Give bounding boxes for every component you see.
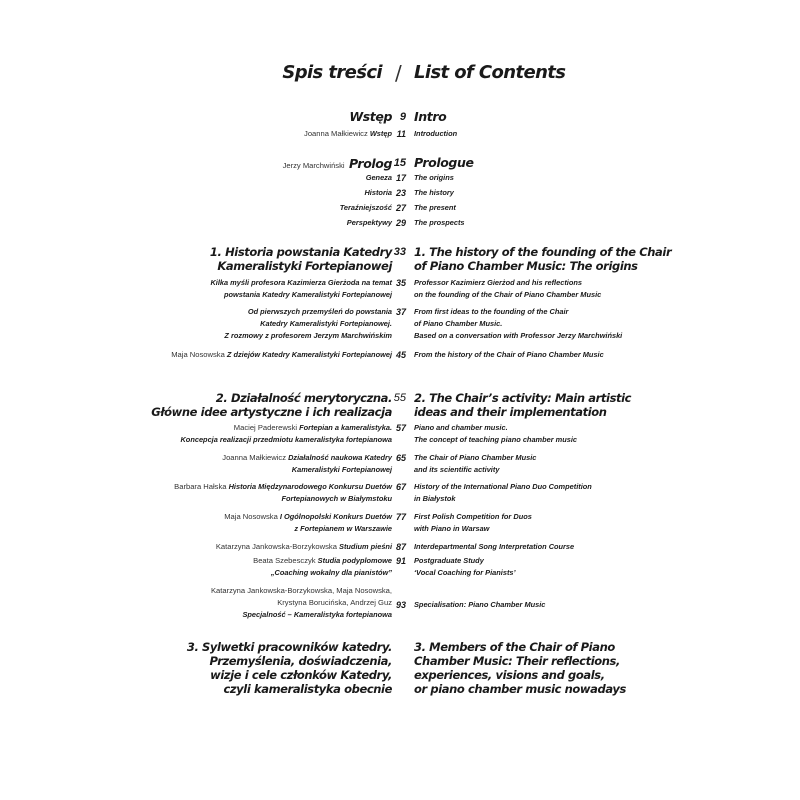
title-line: czyli kameralistyka obecnie bbox=[223, 682, 392, 696]
entry-line bbox=[180, 422, 392, 434]
title-line: 2. The Chair’s activity: Main artistic bbox=[414, 391, 632, 405]
section2-item-page: 91 bbox=[395, 556, 406, 566]
entry-line: Kameralistyki Fortepianowej bbox=[291, 465, 392, 474]
author-name: Joanna Małkiewicz bbox=[222, 453, 287, 462]
prologue-title-en: Prologue bbox=[414, 155, 474, 170]
title-line: ideas and their implementation bbox=[414, 405, 607, 419]
author-name: Katarzyna Jankowska-Borzykowska, Maja Nosowska, bbox=[210, 586, 392, 595]
section2-page: 55 bbox=[393, 392, 406, 404]
title-line: or piano chamber music nowadays bbox=[414, 682, 626, 696]
section2-item-en bbox=[414, 422, 577, 446]
entry-line: Piano and chamber music. bbox=[414, 423, 508, 432]
section2-item-pl bbox=[224, 511, 392, 535]
section2-title-en bbox=[414, 391, 631, 419]
entry-title-pl: Fortepian a kameralistyka. bbox=[299, 423, 392, 432]
entry-line bbox=[216, 541, 392, 553]
entry-line: Specjalność – Kameralistyka fortepianowa bbox=[242, 610, 392, 619]
title-polish: Spis treści bbox=[282, 62, 382, 83]
entry-line: in Białystok bbox=[414, 494, 456, 503]
entry-line: of Piano Chamber Music. bbox=[414, 319, 503, 328]
entry-line: History of the International Piano Duo Competition bbox=[414, 482, 592, 491]
entry-line: Fortepianowych w Białymstoku bbox=[281, 494, 392, 503]
section3-title-pl bbox=[187, 640, 392, 696]
section2-item-en bbox=[414, 511, 532, 535]
section2-item-pl bbox=[222, 452, 392, 476]
prologue-page: 15 bbox=[393, 157, 406, 169]
prologue-item-en: The prospects bbox=[414, 218, 465, 227]
entry-line bbox=[224, 511, 392, 523]
section2-item-en bbox=[414, 452, 536, 476]
section1-item-en bbox=[414, 277, 601, 301]
entry-title-pl: Studia podyplomowe bbox=[317, 556, 392, 565]
entry-title-pl: Wstęp bbox=[369, 129, 392, 138]
title-line: 2. Działalność merytoryczna. bbox=[215, 391, 392, 405]
section2-item-pl bbox=[174, 481, 392, 505]
section2-item-page: 65 bbox=[395, 453, 406, 463]
entry-line: Kilka myśli profesora Kazimierza Gierżoda na temat bbox=[210, 278, 392, 287]
author-name: Maja Nosowska bbox=[224, 512, 278, 521]
prologue-item-en: The present bbox=[414, 203, 456, 212]
author-name: Barbara Hałska bbox=[174, 482, 227, 491]
entry-line bbox=[253, 555, 392, 567]
intro-title-en: Intro bbox=[414, 109, 447, 124]
entry-line: with Piano in Warsaw bbox=[414, 524, 490, 533]
title-line: Przemyślenia, doświadczenia, bbox=[209, 654, 392, 668]
section2-title-pl bbox=[151, 391, 392, 419]
section1-item-page: 35 bbox=[395, 278, 406, 288]
intro-sub-page: 11 bbox=[396, 129, 406, 139]
prologue-item-pl: Perspektywy bbox=[346, 218, 392, 227]
entry-line: ‘Vocal Coaching for Pianists’ bbox=[414, 568, 516, 577]
section2-item-page: 87 bbox=[395, 542, 406, 552]
section1-item-pl bbox=[171, 349, 392, 361]
entry-line: powstania Katedry Kameralistyki Fortepianowej bbox=[224, 290, 392, 299]
author-name: Maja Nosowska bbox=[171, 350, 225, 359]
title-line: 1. The history of the founding of the Chair bbox=[414, 245, 672, 259]
title-line: Główne idee artystyczne i ich realizacja bbox=[151, 405, 392, 419]
prologue-item-page: 29 bbox=[395, 218, 406, 228]
entry-title-pl: Historia Międzynarodowego Konkursu Duetów bbox=[228, 482, 392, 491]
entry-line: The concept of teaching piano chamber music bbox=[414, 435, 578, 444]
section2-item-pl bbox=[211, 585, 392, 621]
entry-line: and its scientific activity bbox=[414, 465, 500, 474]
prologue-item-pl: Geneza bbox=[365, 173, 392, 182]
title-line: 1. Historia powstania Katedry bbox=[209, 245, 392, 259]
entry-line: „Coaching wokalny dla pianistów” bbox=[270, 568, 392, 577]
entry-line: Specialisation: Piano Chamber Music bbox=[414, 600, 546, 609]
title-line: Chamber Music: Their reflections, bbox=[414, 654, 620, 668]
section2-item-en bbox=[414, 599, 545, 611]
entry-line: Based on a conversation with Professor Jerzy Marchwiński bbox=[414, 331, 623, 340]
section1-item-page: 37 bbox=[395, 307, 406, 317]
section3-title-en bbox=[414, 640, 626, 696]
intro-title-pl: Wstęp bbox=[349, 109, 392, 124]
entry-line: First Polish Competition for Duos bbox=[414, 512, 532, 521]
section2-item-en bbox=[414, 541, 574, 553]
entry-line: z Fortepianem w Warszawie bbox=[294, 524, 392, 533]
entry-line bbox=[174, 481, 392, 493]
author-name: Joanna Małkiewicz bbox=[304, 129, 368, 138]
section2-item-en bbox=[414, 555, 516, 579]
section2-item-pl bbox=[180, 422, 392, 446]
section1-item-en bbox=[414, 306, 622, 342]
section2-item-pl bbox=[216, 541, 392, 553]
title-line: 3. Sylwetki pracowników katedry. bbox=[186, 640, 392, 654]
entry-line: Katedry Kameralistyki Fortepianowej. bbox=[260, 319, 392, 328]
entry-line: Z rozmowy z profesorem Jerzym Marchwińskim bbox=[224, 331, 392, 340]
section1-item-pl bbox=[210, 277, 392, 301]
title-line: wizje i cele członków Katedry, bbox=[210, 668, 392, 682]
author-name: Beata Szebesczyk bbox=[253, 556, 316, 565]
section1-title-en bbox=[414, 245, 671, 273]
title-line: Kameralistyki Fortepianowej bbox=[217, 259, 392, 273]
entry-title-pl: Studium pieśni bbox=[339, 542, 392, 551]
section1-item-page: 45 bbox=[395, 350, 406, 360]
prologue-item-pl: Historia bbox=[364, 188, 392, 197]
section1-title-pl bbox=[210, 245, 392, 273]
author-name: Krystyna Borucińska, Andrzej Guz bbox=[277, 598, 392, 607]
intro-page: 9 bbox=[399, 111, 406, 123]
section2-item-page: 67 bbox=[395, 482, 406, 492]
prologue-item-en: The origins bbox=[414, 173, 454, 182]
entry-line: Interdepartmental Song Interpretation Course bbox=[414, 542, 575, 551]
section2-item-page: 77 bbox=[395, 512, 406, 522]
prologue-item-page: 27 bbox=[395, 203, 406, 213]
entry-line: The Chair of Piano Chamber Music bbox=[414, 453, 537, 462]
prologue-item-pl: Teraźniejszość bbox=[339, 203, 392, 212]
section2-item-page: 93 bbox=[395, 600, 406, 610]
prologue-title-pl: Prolog bbox=[349, 156, 392, 171]
entry-title-pl: Z dziejów Katedry Kameralistyki Fortepianowej bbox=[226, 350, 392, 359]
section2-item-pl bbox=[253, 555, 392, 579]
section1-item-pl bbox=[224, 306, 392, 342]
title-english: List of Contents bbox=[414, 62, 566, 83]
prologue-item-en: The history bbox=[414, 188, 454, 197]
entry-line: Od pierwszych przemyśleń do powstania bbox=[247, 307, 392, 316]
section1-page: 33 bbox=[393, 246, 406, 258]
prologue-item-page: 17 bbox=[395, 173, 406, 183]
prologue-item-page: 23 bbox=[395, 188, 406, 198]
author-name: Katarzyna Jankowska-Borzykowska bbox=[215, 542, 337, 551]
entry-line: From first ideas to the founding of the Chair bbox=[414, 307, 569, 316]
section2-item-page: 57 bbox=[395, 423, 406, 433]
author-name: Jerzy Marchwiński bbox=[282, 161, 345, 170]
title-separator: / bbox=[395, 61, 402, 85]
section1-item-en: From the history of the Chair of Piano Chamber Music bbox=[414, 350, 604, 359]
section2-item-en bbox=[414, 481, 592, 505]
entry-line: Professor Kazimierz Gierżod and his reflections bbox=[414, 278, 582, 287]
title-line: experiences, visions and goals, bbox=[414, 668, 605, 682]
entry-line: on the founding of the Chair of Piano Chamber Music bbox=[414, 290, 602, 299]
entry-line: Postgraduate Study bbox=[414, 556, 484, 565]
title-line: 3. Members of the Chair of Piano bbox=[414, 640, 615, 654]
title-line: of Piano Chamber Music: The origins bbox=[414, 259, 638, 273]
entry-title-pl: I Ogólnopolski Konkurs Duetów bbox=[279, 512, 392, 521]
entry-line bbox=[222, 452, 392, 464]
author-name: Maciej Paderewski bbox=[233, 423, 298, 432]
entry-title-pl: Działalność naukowa Katedry bbox=[288, 453, 392, 462]
entry-line: Koncepcja realizacji przedmiotu kameralistyka fortepianowa bbox=[180, 435, 392, 444]
intro-sub-right: Introduction bbox=[414, 129, 458, 138]
